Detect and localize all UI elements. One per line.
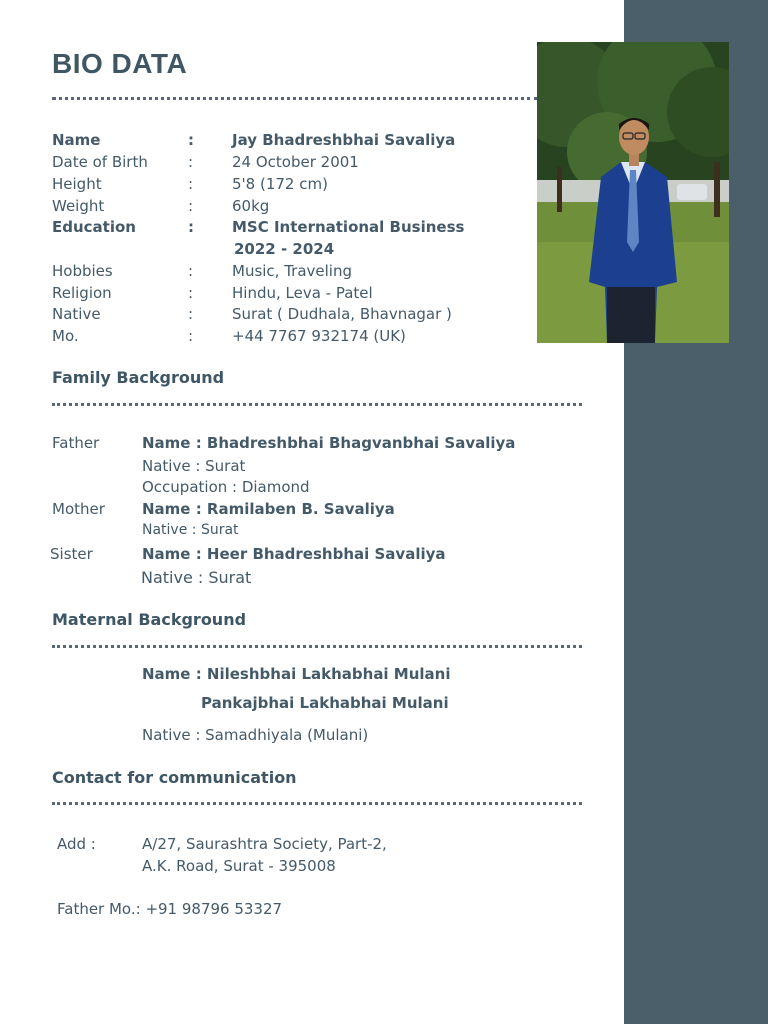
row-value: MSC International Business bbox=[232, 218, 465, 236]
row-label: Weight bbox=[52, 197, 105, 215]
contact-heading: Contact for communication bbox=[52, 768, 297, 787]
row-value: 2022 - 2024 bbox=[234, 240, 335, 258]
maternal-native: Native : Samadhiyala (Mulani) bbox=[142, 726, 369, 744]
row-colon: : bbox=[188, 197, 194, 215]
father-label: Father bbox=[52, 434, 100, 452]
maternal-divider bbox=[52, 645, 582, 648]
father-occupation: Occupation : Diamond bbox=[142, 478, 310, 496]
row-label: Mo. bbox=[52, 327, 79, 345]
row-label: Date of Birth bbox=[52, 153, 148, 171]
row-value: 24 October 2001 bbox=[232, 153, 359, 171]
row-value: Hindu, Leva - Patel bbox=[232, 284, 373, 302]
father-mobile: Father Mo.: +91 98796 53327 bbox=[57, 900, 283, 918]
row-label: Education bbox=[52, 218, 136, 236]
row-colon: : bbox=[188, 327, 194, 345]
mother-label: Mother bbox=[52, 500, 105, 518]
row-value: Music, Traveling bbox=[232, 262, 352, 280]
row-value: Surat ( Dudhala, Bhavnagar ) bbox=[232, 305, 452, 323]
row-colon: : bbox=[188, 131, 194, 149]
row-colon: : bbox=[188, 262, 194, 280]
row-label: Hobbies bbox=[52, 262, 113, 280]
mother-native: Native : Surat bbox=[142, 522, 239, 538]
father-native: Native : Surat bbox=[142, 457, 246, 475]
sister-name: Name : Heer Bhadreshbhai Savaliya bbox=[142, 545, 446, 563]
row-value: 5'8 (172 cm) bbox=[232, 175, 328, 193]
sister-label: Sister bbox=[50, 545, 93, 563]
row-colon: : bbox=[188, 153, 194, 171]
row-colon: : bbox=[188, 284, 194, 302]
row-value: +44 7767 932174 (UK) bbox=[232, 327, 406, 345]
row-label: Religion bbox=[52, 284, 112, 302]
page-title: BIO DATA bbox=[52, 48, 188, 79]
maternal-name-line2: Pankajbhai Lakhabhai Mulani bbox=[201, 694, 449, 712]
address-line1: A/27, Saurashtra Society, Part-2, bbox=[142, 835, 387, 853]
row-colon: : bbox=[188, 305, 194, 323]
row-label: Native bbox=[52, 305, 101, 323]
row-value: 60kg bbox=[232, 197, 270, 215]
row-label: Name bbox=[52, 131, 101, 149]
row-colon: : bbox=[188, 175, 194, 193]
row-label: Height bbox=[52, 175, 102, 193]
profile-photo bbox=[537, 42, 729, 343]
maternal-heading: Maternal Background bbox=[52, 610, 247, 629]
row-colon: : bbox=[188, 218, 194, 236]
sister-native: Native : Surat bbox=[141, 568, 252, 587]
row-value: Jay Bhadreshbhai Savaliya bbox=[232, 131, 456, 149]
mother-name: Name : Ramilaben B. Savaliya bbox=[142, 500, 395, 518]
contact-divider bbox=[52, 802, 582, 805]
address-label: Add : bbox=[57, 835, 96, 853]
maternal-name-line1: Name : Nileshbhai Lakhabhai Mulani bbox=[142, 665, 451, 683]
title-divider bbox=[52, 97, 538, 100]
father-name: Name : Bhadreshbhai Bhagvanbhai Savaliya bbox=[142, 434, 516, 452]
family-divider bbox=[52, 403, 582, 406]
family-heading: Family Background bbox=[52, 368, 225, 387]
address-line2: A.K. Road, Surat - 395008 bbox=[142, 857, 336, 875]
